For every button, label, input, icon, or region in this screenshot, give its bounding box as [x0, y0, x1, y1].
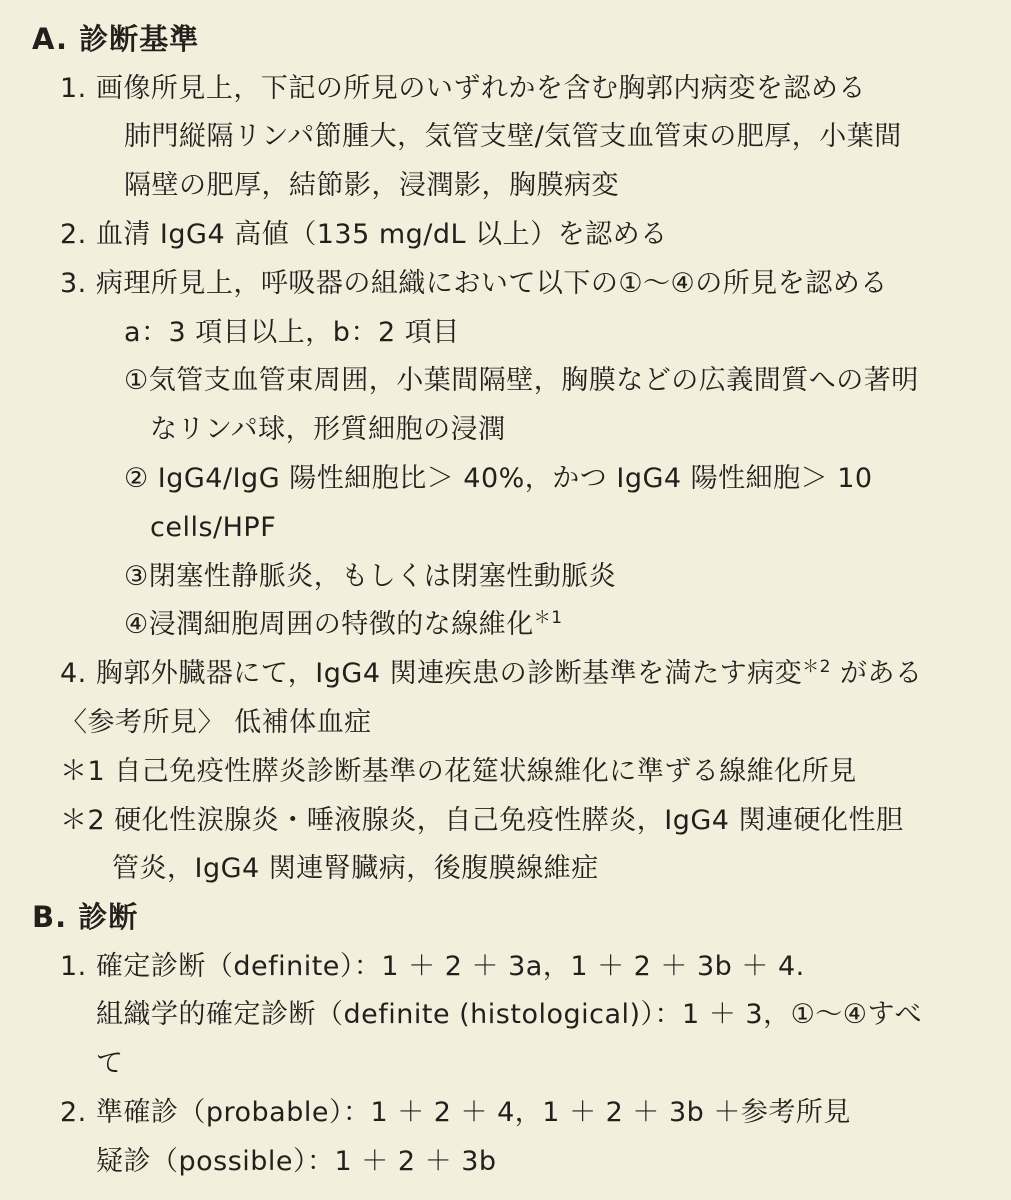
reference-finding: 〈参考所見〉 低補体血症	[60, 707, 372, 738]
footnote-2-line1: ＊2 硬化性涙腺炎・唾液腺炎，自己免疫性膵炎，IgG4 関連硬化性胆	[60, 805, 904, 836]
footnote-1: ＊1 自己免疫性膵炎診断基準の花筵状線維化に準ずる線維化所見	[60, 756, 857, 787]
finding-1-line2: なリンパ球，形質細胞の浸潤	[150, 414, 506, 445]
finding-4-text: ④浸潤細胞周囲の特徴的な線維化	[124, 609, 534, 640]
finding-2-line1: ② IgG4/IgG 陽性細胞比＞ 40%，かつ IgG4 陽性細胞＞ 10	[124, 463, 873, 494]
diagnosis-1-line3: て	[96, 1048, 124, 1079]
section-a-heading: A. 診断基準	[32, 22, 200, 56]
criterion-1-line1: 1. 画像所見上，下記の所見のいずれかを含む胸郭内病変を認める	[60, 73, 866, 104]
diagnosis-2-line1: 2. 準確診（probable）：1 ＋ 2 ＋ 4，1 ＋ 2 ＋ 3b ＋参考所見	[60, 1097, 851, 1128]
footnote-ref-2: ＊2	[802, 657, 831, 677]
criterion-3-grading: a：3 項目以上，b：2 項目	[124, 317, 460, 348]
finding-3: ③閉塞性静脈炎，もしくは閉塞性動脈炎	[124, 561, 617, 592]
diagnosis-1-line2: 組織学的確定診断（definite (histological)）：1 ＋ 3，①〜④すべ	[96, 999, 922, 1030]
section-b-heading: B. 診断	[32, 900, 139, 934]
finding-4	[124, 608, 563, 642]
criterion-4-tail: がある	[830, 658, 923, 689]
criterion-4	[60, 657, 923, 691]
diagnosis-2-line2: 疑診（possible）：1 ＋ 2 ＋ 3b	[96, 1146, 497, 1177]
finding-2-line2: cells/HPF	[150, 512, 277, 543]
criterion-1-line3: 隔壁の肥厚，結節影，浸潤影，胸膜病変	[124, 170, 619, 201]
criterion-3-line1: 3. 病理所見上，呼吸器の組織において以下の①〜④の所見を認める	[60, 268, 888, 299]
criterion-2: 2. 血清 IgG4 高値（135 mg/dL 以上）を認める	[60, 219, 668, 250]
footnote-ref-1: ＊1	[533, 608, 563, 628]
criterion-1-line2: 肺門縦隔リンパ節腫大，気管支壁/気管支血管束の肥厚，小葉間	[124, 121, 902, 152]
diagnosis-1-line1: 1. 確定診断（definite）：1 ＋ 2 ＋ 3a，1 ＋ 2 ＋ 3b ＋ 4.	[60, 951, 805, 982]
criterion-4-text: 4. 胸郭外臓器にて，IgG4 関連疾患の診断基準を満たす病変	[60, 658, 803, 689]
finding-1-line1: ①気管支血管束周囲，小葉間隔壁，胸膜などの広義間質への著明	[124, 365, 919, 396]
footnote-2-line2: 管炎，IgG4 関連腎臓病，後腹膜線維症	[112, 853, 599, 884]
